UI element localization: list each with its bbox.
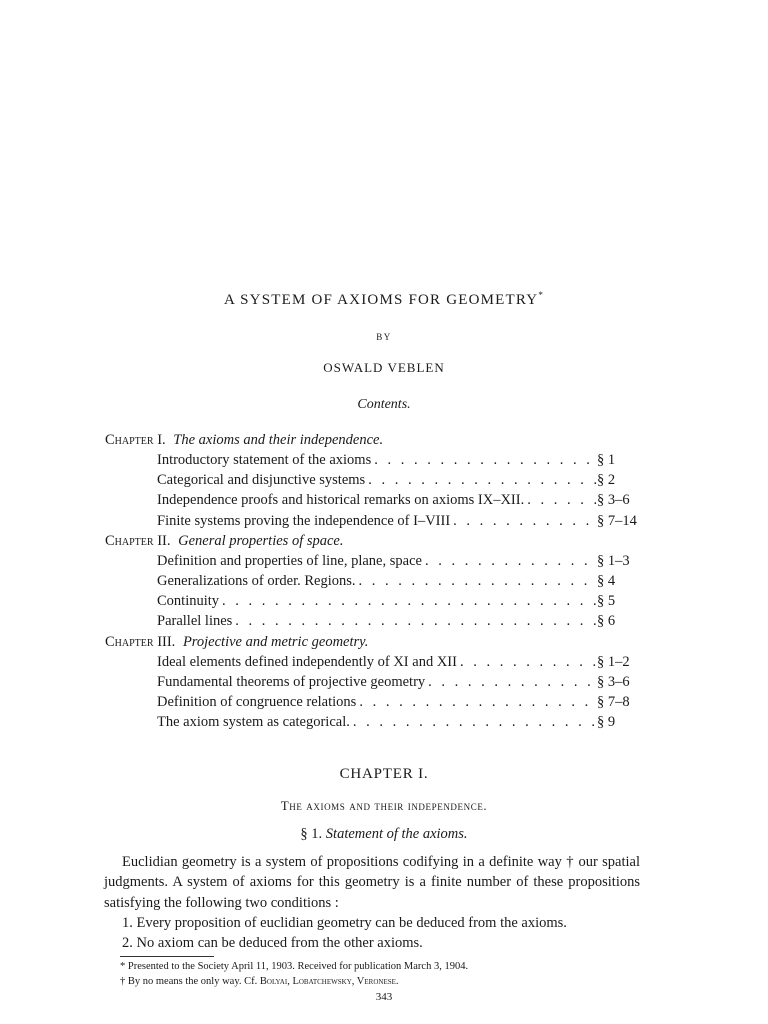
toc-chapter-title: The axioms and their independence. [173,432,384,448]
section-number: § 1. [300,826,323,842]
toc-entry-label: Definition of congruence relations [157,693,357,710]
toc-entry-label: Definition and properties of line, plane, space [157,552,422,569]
dot-leader [425,672,597,692]
toc-entry-label: Categorical and disjunctive systems [157,472,366,489]
title-footnote-mark: * [538,290,545,300]
toc-chapter-title: General properties of space. [178,532,344,549]
toc-entry-section: § 2 [597,472,616,489]
toc-entry-section: § 1–2 [597,653,630,670]
toc-entry-label: Independence proofs and historical remarks on axioms IX–XII. [157,492,525,509]
toc-entry-section: § 4 [597,572,616,589]
toc-entry-label: Parallel lines [157,613,233,630]
dot-leader [457,652,597,672]
toc-entry [157,450,645,470]
dot-leader [232,611,597,631]
toc-entry-label: Introductory statement of the axioms [157,452,372,468]
toc-entry [157,652,645,672]
footnote-1: * Presented to the Society April 11, 1903. Received for publication March 3, 1904. [120,961,469,972]
paper-title-text: A SYSTEM OF AXIOMS FOR GEOMETRY [223,292,539,308]
dot-leader [356,571,597,591]
toc-entry [157,470,645,490]
list-item: 1. Every proposition of euclidian geometry can be deduced from the axioms. [122,914,567,931]
footnote-2-text: † By no means the only way. Cf. [120,976,260,987]
chapter-heading: CHAPTER I. [339,766,429,782]
toc-entry [157,551,645,571]
paragraph [104,852,640,913]
list-item: 2. No axiom can be deduced from the other axioms. [122,935,423,952]
conditions-list [122,913,640,954]
table-of-contents [105,430,645,732]
toc-chapter-1 [105,430,645,450]
toc-entry-section: § 7–14 [597,512,637,529]
toc-chapter-label: Chapter III. [105,633,176,650]
toc-entry [157,692,645,712]
dot-leader [365,470,597,490]
page-number: 343 [375,991,393,1003]
toc-entry-section: § 1 [597,452,616,468]
toc-entry-label: Generalizations of order. Regions. [157,572,356,589]
toc-entry [157,511,645,531]
paragraph-first-line: Euclidian geometry is a system of propositions codifying in a definite way † [122,854,575,870]
toc-entry-section: § 1–3 [597,552,630,569]
toc-chapter-label: Chapter I. [105,432,166,448]
toc-entry-label: Continuity [157,593,220,610]
toc-chapter-title: Projective and metric geometry. [182,633,369,650]
paper-title [0,290,768,309]
toc-chapter-3 [105,632,645,652]
toc-entry-section: § 3–6 [597,492,630,509]
by-line: BY [376,332,392,342]
body-text [104,852,640,953]
toc-entry-section: § 7–8 [597,693,630,710]
dot-leader [422,551,597,571]
toc-entry-section: § 9 [597,714,616,731]
toc-entry [157,571,645,591]
dot-leader [356,692,597,712]
footnote-2 [120,976,600,987]
chapter-subheading: The axioms and their independence. [280,798,488,813]
dot-leader [524,490,597,510]
toc-entry-section: § 5 [597,593,616,610]
toc-entry [157,611,645,631]
contents-heading: Contents. [357,397,411,412]
toc-entry [157,672,645,692]
dot-leader [219,591,597,611]
toc-entry [157,712,645,732]
toc-chapter-2 [105,531,645,551]
paragraph-rest: our spatial judgments. A system of axioms for this geometry is a finite number of these propositions satisfying the following two conditions : [104,854,641,911]
toc-entry-label: The axiom system as categorical. [157,714,350,731]
toc-entry-label: Finite systems proving the independence of I–VIII [157,512,451,529]
toc-entry-section: § 3–6 [597,673,630,690]
author-name: OSWALD VEBLEN [323,360,445,375]
footnote-2-names: Bolyai, Lobatchewsky, Veronese. [259,976,399,987]
toc-entry [157,591,645,611]
toc-entry-section: § 6 [597,613,616,630]
footnote-rule [120,956,214,957]
toc-entry [157,490,645,510]
dot-leader [350,712,597,732]
dot-leader [450,511,597,531]
toc-entry-label: Ideal elements defined independently of XI and XII [157,653,457,670]
section-title: Statement of the axioms. [325,826,468,842]
toc-chapter-label: Chapter II. [105,532,171,549]
section-heading [0,826,768,843]
toc-entry-label: Fundamental theorems of projective geometry [157,673,426,690]
dot-leader [371,450,597,470]
